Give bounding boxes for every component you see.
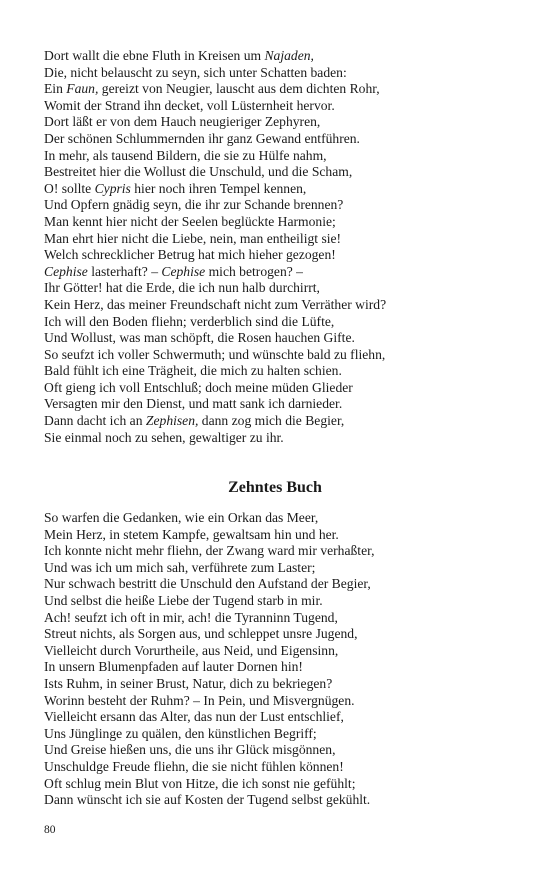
text-segment: Und selbst die heiße Liebe der Tugend starb in mir. <box>44 592 323 608</box>
verse-line <box>44 593 514 610</box>
verse-line <box>44 297 514 314</box>
verse-line <box>44 280 514 297</box>
chapter-heading: Zehntes Buch <box>228 479 322 496</box>
text-segment: Und was ich um mich sah, verführete zum Laster; <box>44 559 316 575</box>
text-segment: Vielleicht durch Vorurtheile, aus Neid, und Eigensinn, <box>44 642 339 658</box>
verse-line <box>44 314 514 331</box>
verse-line <box>44 164 514 181</box>
text-segment: Man ehrt hier nicht die Liebe, nein, man entheiligt sie! <box>44 230 342 246</box>
verse-line <box>44 214 514 231</box>
verse-line <box>44 114 514 131</box>
text-segment: Und Greise hießen uns, die uns ihr Glück misgönnen, <box>44 742 336 758</box>
italic-name: Cephise <box>161 263 206 279</box>
text-segment: Uns Jünglinge zu quälen, den künstlichen Begriff; <box>44 725 317 741</box>
page-number: 80 <box>44 824 56 836</box>
text-segment: In unsern Blumenpfaden auf lauter Dornen hin! <box>44 659 303 675</box>
verse-line <box>44 131 514 148</box>
text-segment: Dann wünscht ich sie auf Kosten der Tugend selbst gekühlt. <box>44 792 371 808</box>
text-segment: gereizt von Neugier, lauscht aus dem dichten Rohr, <box>98 81 380 97</box>
text-segment: Ach! seufzt ich oft in mir, ach! die Tyranninn Tugend, <box>44 609 338 625</box>
text-segment: Womit der Strand ihn decket, voll Lüsternheit hervor. <box>44 97 335 113</box>
text-segment: Die, nicht belauscht zu seyn, sich unter Schatten baden: <box>44 64 347 80</box>
italic-name: Cephise <box>44 263 88 279</box>
text-segment: hier noch ihren Tempel kennen, <box>130 180 307 196</box>
verse-line <box>44 792 514 809</box>
verse-line <box>44 430 514 447</box>
text-segment: Dort läßt er von dem Hauch neugieriger Zephyren, <box>44 114 321 130</box>
verse-line <box>44 65 514 82</box>
text-segment: Ihr Götter! hat die Erde, die ich nun halb durchirrt, <box>44 280 320 296</box>
text-segment: Bestreitet hier die Wollust die Unschuld, und die Scham, <box>44 164 353 180</box>
verse-line <box>44 396 514 413</box>
verse-line <box>44 510 514 527</box>
text-segment: So warfen die Gedanken, wie ein Orkan das Meer, <box>44 510 319 525</box>
text-segment: Oft schlug mein Blut von Hitze, die ich sonst nie gefühlt; <box>44 775 356 791</box>
italic-name: Cypris <box>94 180 131 196</box>
verse-block-2 <box>44 510 514 809</box>
text-segment: Unschuldge Freude fliehn, die sie nicht fühlen können! <box>44 758 344 774</box>
verse-line <box>44 181 514 198</box>
verse-line <box>44 676 514 693</box>
italic-name: Najaden, <box>264 48 314 63</box>
text-segment: Nur schwach bestritt die Unschuld den Aufstand der Begier, <box>44 576 371 592</box>
verse-line <box>44 330 514 347</box>
text-segment: mich betrogen? – <box>205 263 303 279</box>
text-segment: Oft gieng ich voll Entschluß; doch meine müden Glieder <box>44 379 353 395</box>
text-segment: Und Wollust, was man schöpft, die Rosen hauchen Gifte. <box>44 330 355 346</box>
verse-line <box>44 380 514 397</box>
text-segment: dann zog mich die Begier, <box>198 413 345 429</box>
text-segment: Bald fühlt ich eine Trägheit, die mich zu halten schien. <box>44 363 342 379</box>
verse-line <box>44 264 514 281</box>
verse-line <box>44 643 514 660</box>
verse-line <box>44 693 514 710</box>
verse-line <box>44 363 514 380</box>
verse-line <box>44 247 514 264</box>
verse-line <box>44 709 514 726</box>
text-segment: Kein Herz, das meiner Freundschaft nicht zum Verräther wird? <box>44 296 387 312</box>
verse-line <box>44 231 514 248</box>
text-segment: Versagten mir den Dienst, und matt sank ich darnieder. <box>44 396 343 412</box>
text-segment: Ein <box>44 81 67 97</box>
verse-line <box>44 197 514 214</box>
verse-line <box>44 576 514 593</box>
text-segment: Man kennt hier nicht der Seelen beglückte Harmonie; <box>44 213 336 229</box>
verse-line <box>44 347 514 364</box>
text-segment: Sie einmal noch zu sehen, gewaltiger zu ihr. <box>44 429 284 445</box>
verse-line <box>44 610 514 627</box>
verse-line <box>44 98 514 115</box>
verse-line <box>44 659 514 676</box>
text-segment: Dort wallt die ebne Fluth in Kreisen um <box>44 48 265 63</box>
verse-line <box>44 413 514 430</box>
text-segment: Ists Ruhm, in seiner Brust, Natur, dich zu bekriegen? <box>44 675 333 691</box>
verse-line <box>44 742 514 759</box>
text-segment: Dann dacht ich an <box>44 413 146 429</box>
verse-line <box>44 726 514 743</box>
verse-line <box>44 48 514 65</box>
verse-line <box>44 626 514 643</box>
verse-line <box>44 560 514 577</box>
text-segment: Streut nichts, als Sorgen aus, und schleppet unsre Jugend, <box>44 626 358 642</box>
text-segment: Worinn besteht der Ruhm? – In Pein, und Misvergnügen. <box>44 692 355 708</box>
text-segment: Und Opfern gnädig seyn, die ihr zur Schande brennen? <box>44 197 344 213</box>
text-segment: Mein Herz, in stetem Kampfe, gewaltsam hin und her. <box>44 526 339 542</box>
verse-line <box>44 148 514 165</box>
text-segment: So seufzt ich voller Schwermuth; und wünschte bald zu fliehn, <box>44 346 386 362</box>
verse-line <box>44 759 514 776</box>
italic-name: Zephisen, <box>145 413 199 429</box>
verse-line <box>44 776 514 793</box>
text-segment: O! sollte <box>44 180 95 196</box>
verse-block-1 <box>44 48 514 446</box>
verse-line <box>44 527 514 544</box>
verse-line <box>44 543 514 560</box>
verse-line <box>44 81 514 98</box>
text-segment: lasterhaft? – <box>87 263 162 279</box>
italic-name: Faun, <box>66 81 99 97</box>
text-segment: In mehr, als tausend Bildern, die sie zu Hülfe nahm, <box>44 147 327 163</box>
text-segment: Vielleicht ersann das Alter, das nun der Lust entschlief, <box>44 709 344 725</box>
text-segment: Welch schrecklicher Betrug hat mich hieher gezogen! <box>44 247 336 263</box>
text-segment: Ich konnte nicht mehr fliehn, der Zwang ward mir verhaßter, <box>44 543 375 559</box>
text-segment: Ich will den Boden fliehn; verderblich sind die Lüfte, <box>44 313 335 329</box>
text-segment: Der schönen Schlummernden ihr ganz Gewand entführen. <box>44 130 360 146</box>
